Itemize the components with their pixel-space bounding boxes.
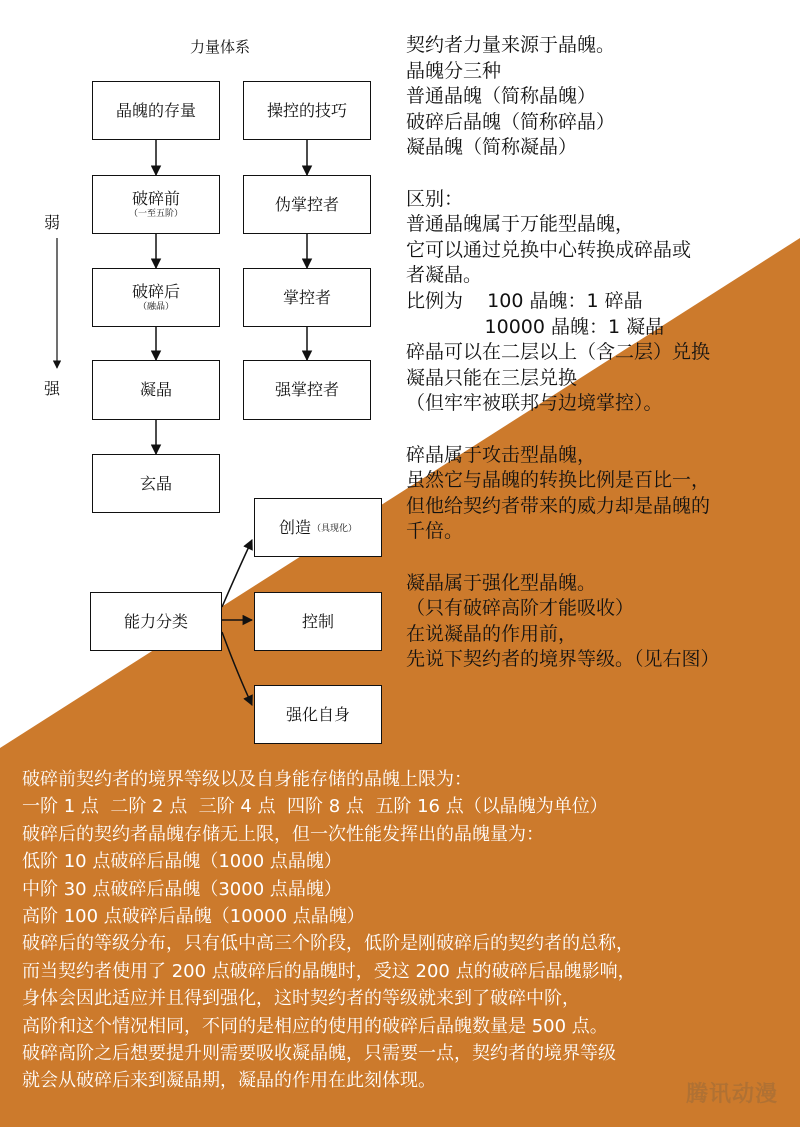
- right-text-line: 但他给契约者带来的威力却是晶魄的: [406, 494, 711, 517]
- right-text-line: 破碎后晶魄（简称碎晶）: [406, 110, 616, 133]
- bottom-text-line: 高阶和这个情况相同，不同的是相应的使用的破碎后晶魄数量是 500 点。: [22, 1015, 608, 1037]
- box-sublabel: （具现化）: [312, 523, 358, 534]
- box-controller: [243, 268, 371, 327]
- box-create: [254, 498, 382, 557]
- right-text-line: 比例为 100 晶魄：1 碎晶: [406, 290, 643, 312]
- strong-label: 强: [44, 379, 61, 398]
- box-after-shatter: [92, 268, 220, 327]
- box-strengthen-self: [254, 685, 382, 744]
- box-label: 破碎后: [131, 282, 180, 302]
- bottom-text-line: 身体会因此适应并且得到强化，这时契约者的等级就来到了破碎中阶，: [22, 988, 580, 1010]
- box-crystal-amount: [92, 81, 220, 140]
- right-text-line: 凝晶魄（简称凝晶）: [406, 136, 578, 159]
- box-label: 玄晶: [139, 473, 172, 493]
- right-text-line: 者凝晶。: [406, 264, 483, 287]
- box-sublabel: （融晶）: [137, 301, 174, 312]
- weak-label: 弱: [44, 213, 61, 232]
- bottom-text-line: 破碎高阶之后想要提升则需要吸收凝晶魄，只需要一点，契约者的境界等级: [22, 1043, 616, 1064]
- box-control: [254, 592, 382, 651]
- right-text-line: 凝晶只能在三层兑换: [406, 366, 578, 389]
- bottom-text-line: 破碎后的契约者晶魄存储无上限，但一次性能发挥出的晶魄量为：: [22, 823, 544, 845]
- box-label: 控制: [301, 611, 334, 631]
- box-before-shatter: [92, 175, 220, 234]
- bottom-text-line: 高阶 100 点破碎后晶魄（10000 点晶魄）: [22, 906, 365, 927]
- right-text-line: 虽然它与晶魄的转换比例是百比一，: [406, 469, 711, 492]
- bottom-text-line: 一阶 1 点 二阶 2 点 三阶 4 点 四阶 8 点 五阶 16 点（以晶魄为单位）: [22, 796, 608, 818]
- right-text-line: 碎晶属于攻击型晶魄，: [406, 443, 597, 466]
- box-label: 伪掌控者: [274, 194, 339, 214]
- box-label: 凝晶: [139, 380, 172, 400]
- bottom-text-line: 中阶 30 点破碎后晶魄（3000 点晶魄）: [22, 878, 342, 900]
- bottom-text-line: 低阶 10 点破碎后晶魄（1000 点晶魄）: [22, 851, 342, 873]
- box-condensed-crystal: [92, 360, 220, 420]
- diagram-title: 力量体系: [190, 38, 251, 56]
- right-text-line: 契约者力量来源于晶魄。: [406, 34, 616, 56]
- box-label: 强化自身: [285, 704, 350, 724]
- right-text-line: （只有破碎高阶才能吸收）: [406, 597, 635, 620]
- box-label: 强掌控者: [274, 380, 339, 400]
- right-text-line: 它可以通过兑换中心转换成碎晶或: [406, 238, 692, 261]
- box-pseudo-controller: [243, 175, 371, 234]
- box-label: 创造: [278, 517, 311, 537]
- right-text-line: 凝晶属于强化型晶魄。: [406, 571, 597, 594]
- right-text-line: 区别：: [406, 187, 464, 210]
- box-sublabel: （一至五阶）: [128, 208, 183, 219]
- right-text-line: 碎晶可以在二层以上（含二层）兑换: [406, 341, 711, 364]
- right-text-line: 10000 晶魄：1 凝晶: [406, 315, 665, 338]
- right-text-line: （但牢牢被联邦与边境掌控）。: [406, 392, 663, 415]
- bottom-text-line: 就会从破碎后来到凝晶期，凝晶的作用在此刻体现。: [22, 1070, 436, 1092]
- bottom-text-line: 而当契约者使用了 200 点破碎后的晶魄时，受这 200 点的破碎后晶魄影响，: [22, 960, 636, 982]
- box-label: 晶魄的存量: [115, 100, 196, 120]
- box-control-skill: [243, 81, 371, 140]
- box-ability-classification: [90, 592, 222, 651]
- right-text-line: 普通晶魄属于万能型晶魄，: [406, 213, 635, 236]
- right-text-line: 千倍。: [406, 520, 464, 543]
- box-mystic-crystal: [92, 454, 220, 513]
- box-label: 破碎前: [131, 189, 180, 209]
- right-text-line: 普通晶魄（简称晶魄）: [406, 85, 597, 108]
- box-label: 能力分类: [123, 611, 188, 631]
- right-text-line: 先说下契约者的境界等级。（见右图）: [406, 648, 720, 671]
- right-text-line: 晶魄分三种: [406, 59, 502, 82]
- bottom-text-line: 破碎后的等级分布，只有低中高三个阶段，低阶是刚破碎后的契约者的总称，: [22, 933, 634, 955]
- right-text-line: 在说凝晶的作用前，: [406, 622, 578, 645]
- bottom-text-line: 破碎前契约者的境界等级以及自身能存储的晶魄上限为：: [22, 769, 472, 790]
- box-label: 掌控者: [282, 287, 331, 307]
- watermark: 腾讯动漫: [685, 1082, 778, 1107]
- box-strong-controller: [243, 360, 371, 420]
- box-label: 操控的技巧: [266, 100, 347, 120]
